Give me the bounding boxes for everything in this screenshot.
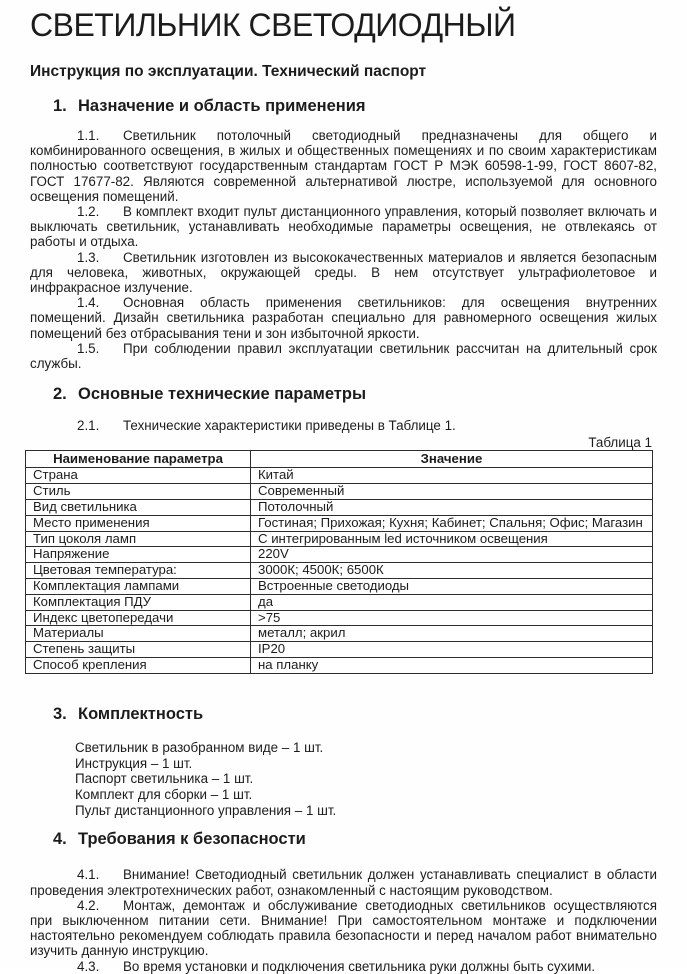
paragraph-text: Технические характеристики приведены в Таблице 1. [123, 418, 456, 434]
paragraph [30, 418, 657, 433]
cell-parameter: Страна [26, 468, 251, 484]
paragraph-text: Светильник изготовлен из высококачественных материалов и является безопасным для человека, животных, окружающей среды. В нем отсутствует ультрафиолетовое и инфракрасное излучение. [30, 249, 657, 296]
table-row [26, 626, 653, 642]
paragraph-text: При соблюдении правил эксплуатации светильник рассчитан на длительный срок службы. [30, 340, 657, 372]
cell-value: Современный [251, 484, 653, 500]
table-row [26, 531, 653, 547]
paragraph-number: 1.3. [77, 249, 100, 265]
table-row [26, 500, 653, 516]
cell-value: Потолочный [251, 500, 653, 516]
paragraph [30, 898, 657, 959]
paragraph-text: Во время установки и подключения светильника руки должны быть сухими. [123, 958, 596, 974]
cell-parameter: Напряжение [26, 547, 251, 563]
cell-parameter: Место применения [26, 515, 251, 531]
cell-value: 3000К; 4500К; 6500К [251, 563, 653, 579]
paragraph [30, 867, 657, 897]
section-paragraphs [30, 867, 657, 973]
section-heading [53, 385, 657, 403]
paragraph-number: 1.5. [77, 340, 100, 356]
section-purpose [30, 97, 657, 371]
list-item: Светильник в разобранном виде – 1 шт. [75, 739, 324, 755]
paragraph [30, 959, 657, 974]
cell-parameter: Цветовая температура: [26, 563, 251, 579]
section-paragraphs [30, 128, 657, 371]
cell-value: металл; акрил [251, 626, 653, 642]
table-row [26, 594, 653, 610]
paragraph-text: Основная область применения светильников: для освещения внутренних помещений. Дизайн светильника разработан специально для равномерного освещения жилых помещений без отбрасывания тени и зон избыточной яркости. [30, 295, 657, 341]
section-safety-requirements [30, 830, 657, 973]
section-number: 4. [53, 830, 67, 849]
section-heading [53, 705, 657, 723]
paragraph-text: Внимание! Светодиодный светильник должен устанавливать специалист в области проведения электротехнических работ, ознакомленный с настоящим руководством. [30, 867, 657, 898]
paragraph-text: Светильник потолочный светодиодный предназначены для общего и комбинированного освещения, в жилых и общественных помещениях и по своим характеристикам полностью соответствуют государственным стандартам ГОСТ Р МЭК 60598-1-99, ГОСТ 8607-82, ГОСТ 17677-82. Являются современной альтернативой люстре, используемой для основного освещения помещений. [30, 128, 657, 204]
paragraph-number: 1.2. [77, 204, 100, 220]
cell-value: 220V [251, 547, 653, 563]
paragraph-text: В комплект входит пульт дистанционного управления, который позволяет включать и выключать светильник, устанавливать необходимые параметры освещения, не отвлекаясь от работы и отдыха. [30, 204, 657, 250]
cell-value: Встроенные светодиоды [251, 579, 653, 595]
cell-value: на планку [251, 658, 653, 674]
cell-parameter: Стиль [26, 484, 251, 500]
section-completeness [30, 705, 657, 819]
paragraph-number: 4.3. [77, 958, 100, 974]
section-number: 1. [53, 97, 67, 115]
list-item: Пульт дистанционного управления – 1 шт. [75, 802, 337, 818]
cell-parameter: Вид светильника [26, 500, 251, 516]
section-heading [53, 97, 657, 115]
section-number: 2. [53, 385, 67, 404]
paragraph-text: Монтаж, демонтаж и обслуживание светодиодных светильников осуществляются при выключенном питании сети. Внимание! При самостоятельном монтаже и подключении настоятельно рекомендуем соблюдать правила безопасности и перед началом работ внимательно изучить данную инструкцию. [30, 897, 657, 959]
paragraph [30, 128, 657, 204]
cell-value: IP20 [251, 642, 653, 658]
paragraph-number: 2.1. [77, 418, 100, 434]
cell-value: >75 [251, 610, 653, 626]
paragraph-number: 1.1. [77, 128, 100, 143]
table-row [26, 563, 653, 579]
paragraph-number: 4.2. [77, 897, 100, 913]
document-subtitle: Инструкция по эксплуатации. Технический паспорт [30, 63, 427, 80]
cell-parameter: Тип цоколя ламп [26, 531, 251, 547]
cell-parameter: Комплектация лампами [26, 579, 251, 595]
table-row [26, 484, 653, 500]
cell-value: да [251, 594, 653, 610]
section-technical-parameters [30, 385, 657, 674]
cell-value: Гостиная; Прихожая; Кухня; Кабинет; Спальня; Офис; Магазин [251, 515, 653, 531]
document-title: СВЕТИЛЬНИК СВЕТОДИОДНЫЙ [30, 7, 516, 43]
section-heading-text: Основные технические параметры [78, 385, 367, 404]
section-paragraphs [30, 418, 657, 433]
cell-parameter: Индекс цветопередачи [26, 610, 251, 626]
table-row [26, 579, 653, 595]
paragraph-number: 4.1. [77, 867, 100, 883]
section-heading [53, 830, 657, 848]
paragraph [30, 250, 657, 296]
table-header-value: Значение [251, 451, 653, 468]
cell-parameter: Комплектация ПДУ [26, 594, 251, 610]
cell-parameter: Способ крепления [26, 658, 251, 674]
list-item: Инструкция – 1 шт. [75, 755, 193, 771]
table-row [26, 547, 653, 563]
table-row [26, 468, 653, 484]
kit-list [75, 740, 657, 819]
cell-parameter: Материалы [26, 626, 251, 642]
cell-value: С интегрированным led источником освещения [251, 531, 653, 547]
list-item: Комплект для сборки – 1 шт. [75, 786, 253, 802]
table-caption: Таблица 1 [588, 435, 652, 451]
paragraph [30, 341, 657, 371]
table-row [26, 515, 653, 531]
paragraph [30, 295, 657, 341]
section-number: 3. [53, 704, 67, 723]
list-item: Паспорт светильника – 1 шт. [75, 771, 254, 787]
paragraph [30, 204, 657, 250]
table-row [26, 642, 653, 658]
table-header-parameter: Наименование параметра [26, 451, 251, 468]
cell-value: Китай [251, 468, 653, 484]
section-heading-text: Назначение и область применения [78, 97, 366, 115]
table-row [26, 658, 653, 674]
section-heading-text: Комплектность [78, 704, 204, 723]
paragraph-number: 1.4. [77, 295, 100, 311]
table-header-row [26, 451, 653, 468]
table-row [26, 610, 653, 626]
section-heading-text: Требования к безопасности [78, 830, 306, 849]
cell-parameter: Степень защиты [26, 642, 251, 658]
parameters-table [25, 450, 653, 673]
